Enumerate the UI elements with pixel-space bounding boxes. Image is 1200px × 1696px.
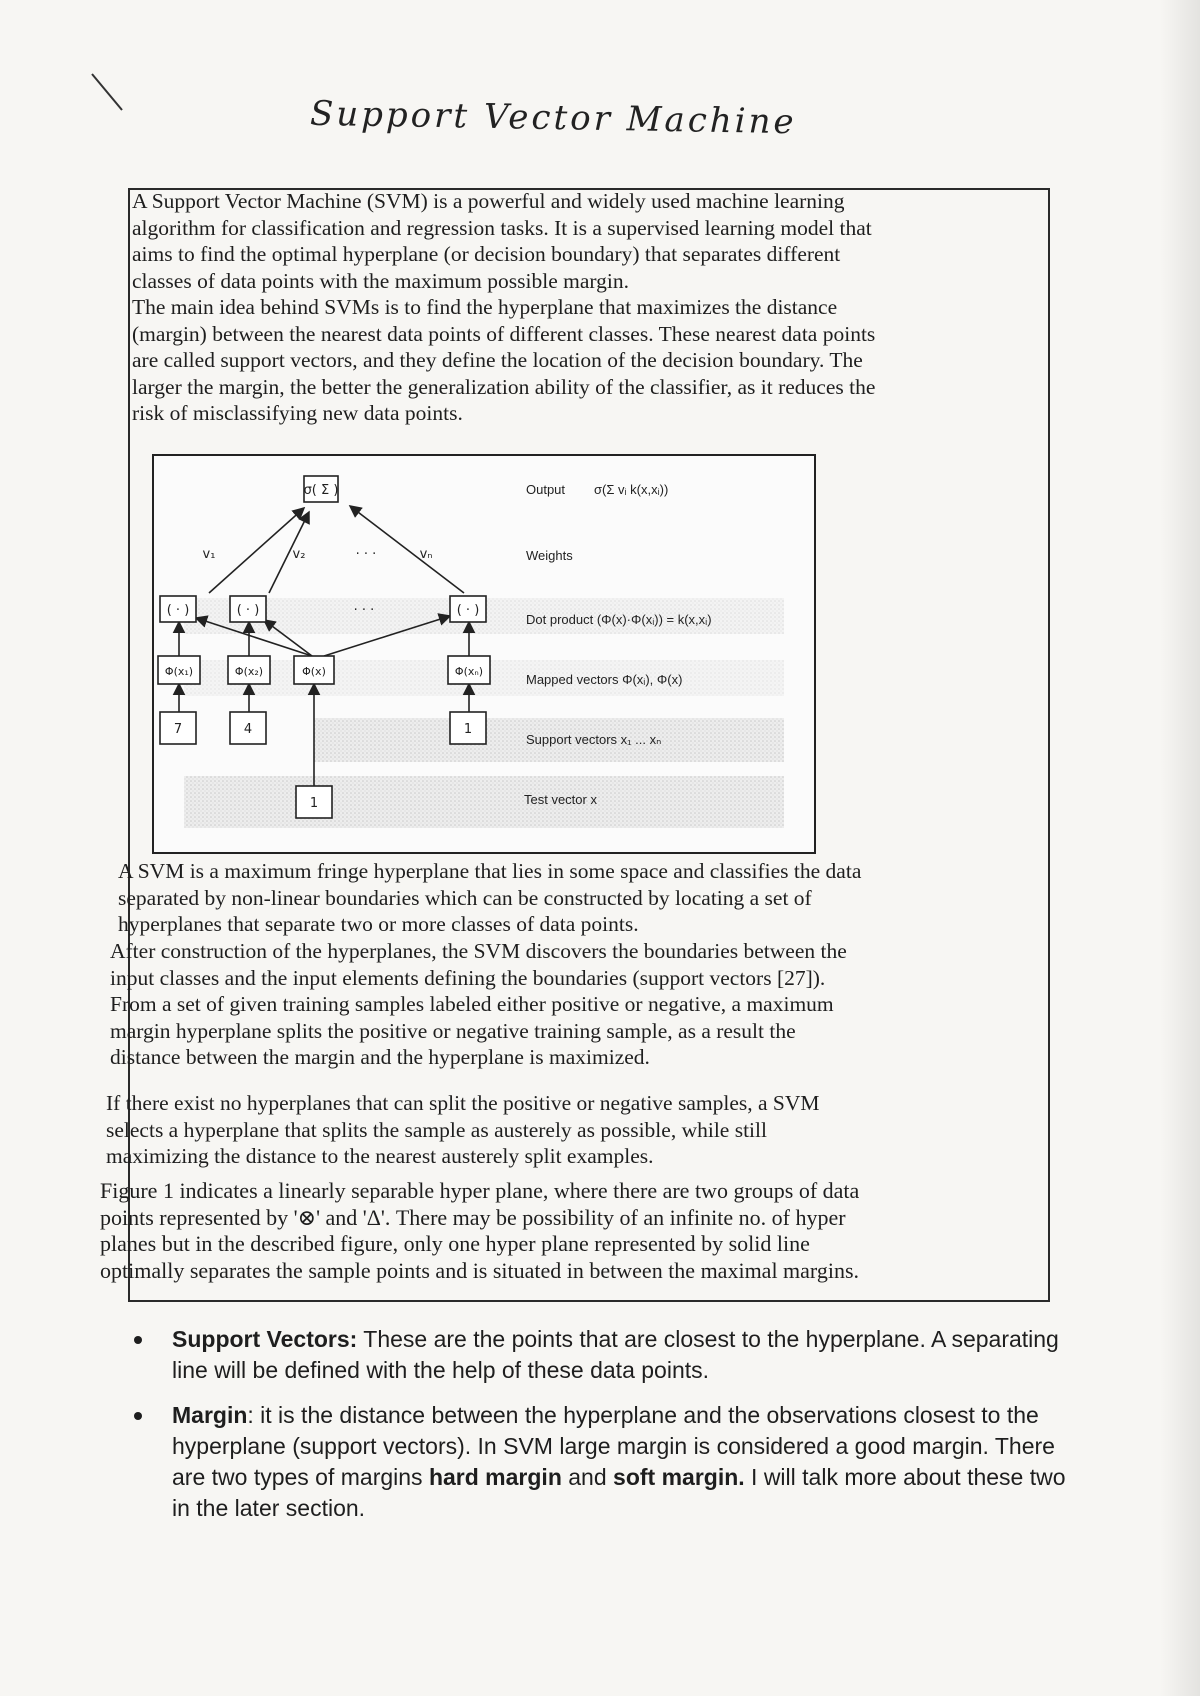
list-item-support-vectors [120, 1324, 1080, 1386]
phi-node-2-label: Φ(x₂) [234, 665, 264, 678]
margin-definition-end: I will talk more about these two in the later section. [172, 1464, 1066, 1521]
page-title: Support Vector Machine [309, 93, 797, 143]
sv-node-2-label: 4 [243, 722, 253, 737]
figure-description-paragraph: Figure 1 indicates a linearly separable hyper plane, where there are two groups of data points represented by '⊗' and 'Δ'. There may be possibility of an infinite no. of hyper planes but in the described figure, only one hyper plane represented by solid line optimally separates the sample points and is situated in between the maximal margins. [100, 1178, 860, 1283]
support-vectors-label: Support vectors x₁ ... xₙ [526, 732, 662, 747]
weight-v1-label: v₁ [202, 547, 216, 562]
margin-term: Margin [172, 1402, 248, 1428]
svm-definition-paragraph: A SVM is a maximum fringe hyperplane that lies in some space and classifies the data separated by non-linear boundaries which can be constructed by locating a set of hyperplanes that separate two or more classes of data points. [118, 859, 862, 936]
dot-node-n-label: ( · ) [456, 603, 480, 618]
weights-label: Weights [526, 548, 573, 563]
margin-definition: : it is the distance between the hyperplane and the observations closest to the hyperplane (support vectors). In SVM large margin is considered a good margin. There are two types of margins [172, 1402, 1055, 1490]
sum-node-label: σ( Σ ) [303, 483, 339, 498]
dot-node-2-label: ( · ) [236, 603, 260, 618]
non-separable-paragraph: If there exist no hyperplanes that can split the positive or negative samples, a SVM selects a hyperplane that splits the sample as austerely as possible, while still maximizing the distance to the nearest austerely split examples. [106, 1091, 820, 1168]
svm-architecture-figure [152, 454, 816, 854]
list-item-margin [120, 1400, 1080, 1524]
hyperplane-construction-paragraph: After construction of the hyperplanes, the SVM discovers the boundaries between the input classes and the input elements defining the boundaries (support vectors [27]). From a set of given training samples labeled either positive or negative, a maximum margin hyperplane splits the positive or negative training sample, as a result the distance between the margin and the hyperplane is maximized. [110, 939, 847, 1069]
dot-ellipsis: · · · [353, 603, 375, 618]
mapped-vectors-label: Mapped vectors Φ(xᵢ), Φ(x) [526, 672, 683, 687]
dot-product-label: Dot product (Φ(x)·Φ(xᵢ)) = k(x,xᵢ) [526, 612, 712, 627]
phi-node-n-label: Φ(xₙ) [454, 665, 484, 678]
output-formula: σ(Σ vᵢ k(x,xᵢ)) [594, 482, 669, 497]
and-word: and [561, 1464, 614, 1490]
test-vector-label: Test vector x [524, 792, 597, 807]
svm-diagram [154, 456, 814, 852]
intro-paragraph: A Support Vector Machine (SVM) is a powerful and widely used machine learning algorithm for classification and regression tasks. It is a supervised learning model that aims to find the optimal hyperplane (or decision boundary) that separates different classes of data points with the maximum possible margin. [132, 189, 872, 293]
output-label: Output [526, 482, 566, 497]
sv-node-1-label: 7 [173, 722, 183, 737]
soft-margin-term: soft margin. [613, 1464, 745, 1490]
hard-margin-term: hard margin [428, 1464, 562, 1490]
test-node-label: 1 [309, 796, 319, 811]
test-band [184, 776, 784, 828]
weight-v2-label: v₂ [292, 547, 306, 562]
weights-ellipsis: · · · [355, 547, 377, 562]
phi-node-1-label: Φ(x₁) [164, 665, 194, 678]
dot-node-1-label: ( · ) [166, 603, 190, 618]
sv-node-n-label: 1 [463, 722, 473, 737]
definitions-list [120, 1324, 1080, 1538]
bullet-icon [134, 1336, 142, 1344]
scan-edge-shadow [1160, 0, 1200, 1696]
bullet-icon [134, 1412, 142, 1420]
phi-node-x-label: Φ(x) [302, 665, 326, 678]
main-idea-paragraph: The main idea behind SVMs is to find the hyperplane that maximizes the distance (margin) between the nearest data points of different classes. These nearest data points are called support vectors, and they define the location of the decision boundary. The larger the margin, the better the generalization ability of the classifier, as it reduces the risk of misclassifying new data points. [132, 295, 876, 425]
support-vectors-term: Support Vectors: [172, 1326, 358, 1352]
support-vectors-definition: These are the points that are closest to the hyperplane. A separating line will be defined with the help of these data points. [172, 1326, 1059, 1383]
weight-vn-label: vₙ [419, 547, 433, 562]
pen-stroke-mark [88, 70, 128, 120]
